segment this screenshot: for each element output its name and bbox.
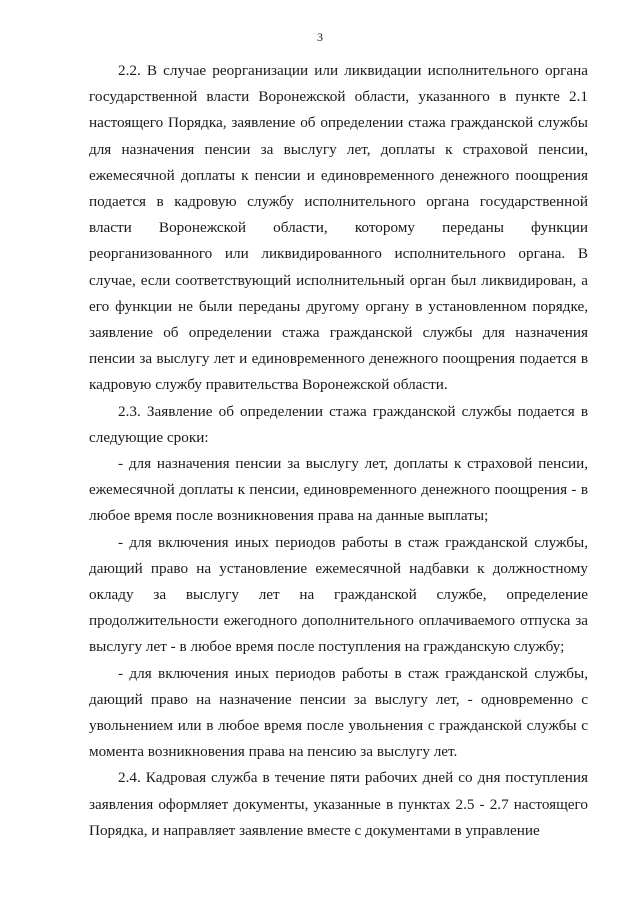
paragraph-2-3: 2.3. Заявление об определении стажа гражданской службы подается в следующие сроки: xyxy=(89,402,588,446)
paragraph-2-4: 2.4. Кадровая служба в течение пяти рабочих дней со дня поступления заявления оформляет документы, указанные в пунктах 2.5 - 2.7 настоящего Порядка, и направляет заявление вместе с документами в управление xyxy=(89,769,588,839)
list-item-retirement-terms: - для включения иных периодов работы в стаж гражданской службы, дающий право на назначение пенсии за выслугу лет, - одновременно с увольнением или в любое время после увольнения с гражданской службы с момента возникновения права на пенсию за выслугу лет. xyxy=(89,664,588,761)
document-body xyxy=(89,58,588,844)
list-item-pension-terms: - для назначения пенсии за выслугу лет, доплаты к страховой пенсии, ежемесячной доплаты к пенсии, единовременного денежного поощрения - в любое время после возникновения права на данные выплаты; xyxy=(89,455,588,525)
paragraph-2-2: 2.2. В случае реорганизации или ликвидации исполнительного органа государственной власти Воронежской области, указанного в пункте 2.1 настоящего Порядка, заявление об определении стажа гражданской службы для назначения пенсии за выслугу лет, доплаты к страховой пенсии, ежемесячной доплаты к пенсии и единовременного денежного поощрения подается в кадровую службу исполнительного органа государственной власти Воронежской области, которому переданы функции реорганизованного или ликвидированного исполнительного органа. В случае, если соответствующий исполнительный орган был ликвидирован, а его функции не были переданы другому органу в установленном порядке, заявление об определении стажа гражданской службы для назначения пенсии за выслугу лет и единовременного денежного поощрения подается в кадровую службу правительства Воронежской области. xyxy=(89,62,588,394)
page-number: 3 xyxy=(317,30,323,44)
list-item-allowance-terms: - для включения иных периодов работы в стаж гражданской службы, дающий право на установление ежемесячной надбавки к должностному окладу за выслугу лет на гражданской службе, определение продолжительности ежегодного дополнительного оплачиваемого отпуска за выслугу лет - в любое время после поступления на гражданскую службу; xyxy=(89,533,588,656)
